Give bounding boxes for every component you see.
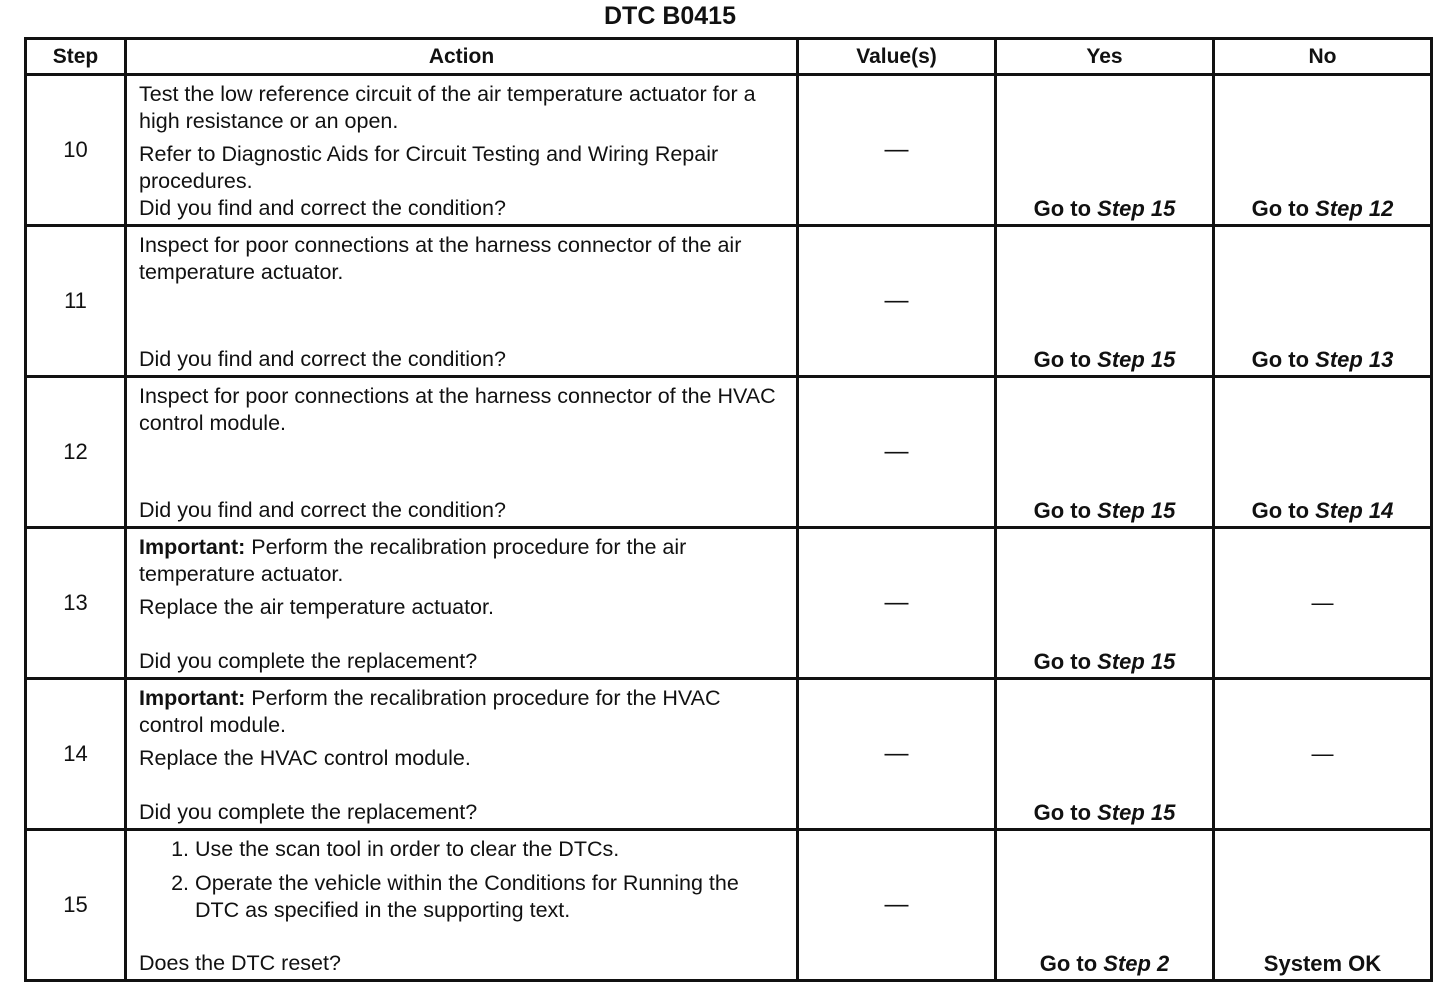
action-question: Did you complete the replacement? — [139, 800, 478, 824]
header-yes: Yes — [996, 39, 1214, 75]
header-step: Step — [26, 39, 126, 75]
important-label: Important: — [139, 686, 246, 710]
value-cell: — — [798, 226, 996, 377]
step-number: 15 — [26, 830, 126, 981]
action-question: Does the DTC reset? — [139, 951, 341, 975]
step-number: 10 — [26, 75, 126, 226]
yes-link[interactable]: Go to Step 15 — [1033, 347, 1176, 372]
action-question: Did you find and correct the condition? — [139, 498, 506, 522]
no-cell: — — [1214, 679, 1432, 830]
yes-link[interactable]: Go to Step 15 — [1033, 649, 1176, 674]
yes-cell — [996, 75, 1214, 226]
value-cell: — — [798, 75, 996, 226]
no-link[interactable]: Go to Step 12 — [1251, 196, 1394, 221]
action-text: Replace the HVAC control module. — [139, 746, 471, 770]
yes-link[interactable]: Go to Step 15 — [1033, 800, 1176, 825]
table-row — [26, 679, 1432, 830]
list-item: 2. Operate the vehicle within the Conditions for Running the DTC as specified in the supporting text. — [195, 870, 786, 924]
yes-cell — [996, 377, 1214, 528]
no-cell — [1214, 226, 1432, 377]
yes-cell — [996, 679, 1214, 830]
table-row — [26, 226, 1432, 377]
step-number: 13 — [26, 528, 126, 679]
header-action: Action — [126, 39, 798, 75]
yes-cell — [996, 528, 1214, 679]
header-values: Value(s) — [798, 39, 996, 75]
action-text: Inspect for poor connections at the harness connector of the air temperature actuator. — [139, 233, 742, 284]
step-number: 12 — [26, 377, 126, 528]
no-result: System OK — [1263, 951, 1382, 976]
table-row — [26, 830, 1432, 981]
no-link[interactable]: Go to Step 14 — [1251, 498, 1394, 523]
list-item: 1. Use the scan tool in order to clear the DTCs. — [195, 836, 786, 863]
important-note: Important: Perform the recalibration procedure for the air temperature actuator. — [139, 535, 687, 586]
table-row — [26, 528, 1432, 679]
action-cell — [126, 226, 798, 377]
action-cell — [126, 679, 798, 830]
action-question: Did you find and correct the condition? — [139, 196, 506, 220]
action-text: Inspect for poor connections at the harness connector of the HVAC control module. — [139, 384, 776, 435]
action-text: Test the low reference circuit of the air temperature actuator for a high resistance or an open. — [139, 82, 756, 133]
action-list — [139, 836, 786, 924]
header-row — [26, 39, 1432, 75]
action-cell — [126, 377, 798, 528]
no-cell — [1214, 75, 1432, 226]
value-cell: — — [798, 830, 996, 981]
yes-link[interactable]: Go to Step 15 — [1033, 498, 1176, 523]
yes-link[interactable]: Go to Step 15 — [1033, 196, 1176, 221]
yes-cell — [996, 830, 1214, 981]
step-number: 14 — [26, 679, 126, 830]
action-cell — [126, 830, 798, 981]
step-number: 11 — [26, 226, 126, 377]
important-label: Important: — [139, 535, 246, 559]
table-row — [26, 377, 1432, 528]
value-cell: — — [798, 377, 996, 528]
action-cell — [126, 75, 798, 226]
yes-cell — [996, 226, 1214, 377]
dtc-table — [24, 37, 1433, 982]
table-row — [26, 75, 1432, 226]
action-cell — [126, 528, 798, 679]
page-title: DTC B0415 — [604, 2, 736, 30]
no-link[interactable]: Go to Step 13 — [1251, 347, 1394, 372]
action-text: Refer to Diagnostic Aids for Circuit Testing and Wiring Repair procedures. — [139, 142, 719, 193]
yes-link[interactable]: Go to Step 2 — [1039, 951, 1170, 976]
important-note: Important: Perform the recalibration procedure for the HVAC control module. — [139, 686, 721, 737]
no-cell: — — [1214, 528, 1432, 679]
header-no: No — [1214, 39, 1432, 75]
no-cell — [1214, 377, 1432, 528]
no-cell — [1214, 830, 1432, 981]
value-cell: — — [798, 679, 996, 830]
value-cell: — — [798, 528, 996, 679]
action-text: Replace the air temperature actuator. — [139, 595, 494, 619]
action-question: Did you find and correct the condition? — [139, 347, 506, 371]
action-question: Did you complete the replacement? — [139, 649, 478, 673]
